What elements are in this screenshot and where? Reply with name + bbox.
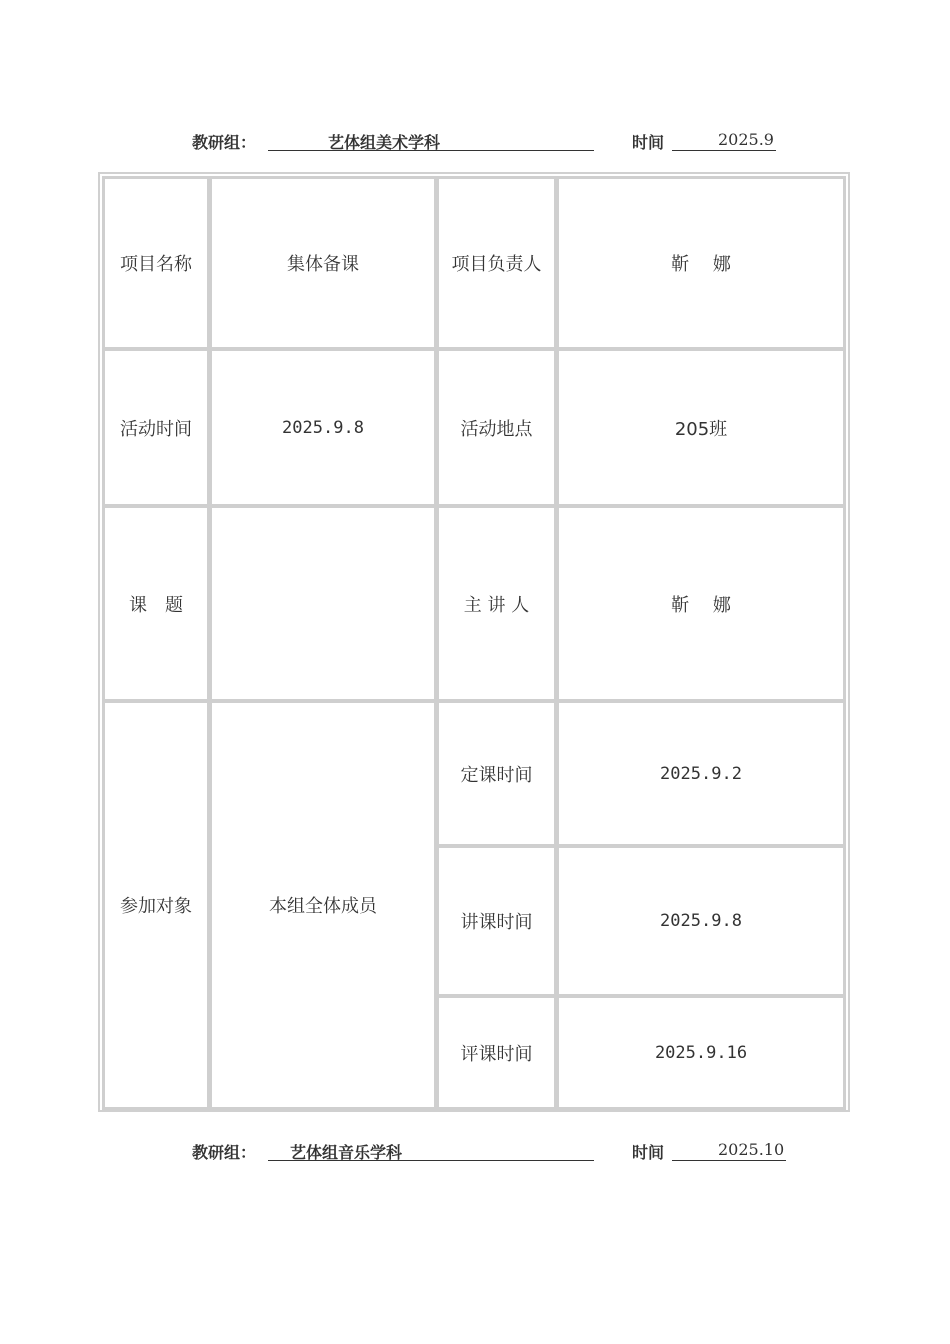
project-name-label: 项目名称: [102, 176, 210, 350]
topic-label: 课 题: [102, 505, 210, 702]
group-value-underline: [268, 126, 594, 151]
lecture-time-label: 讲课时间: [436, 845, 557, 997]
project-name-value: 集体备课: [209, 176, 437, 350]
time-value-underline-bottom: [672, 1136, 786, 1161]
participants-value: 本组全体成员: [209, 700, 437, 1110]
participants-label: 参加对象: [102, 700, 210, 1110]
activity-time-value: 2025.9.8: [209, 348, 437, 507]
set-time-value: 2025.9.2: [556, 700, 846, 847]
review-time-label: 评课时间: [436, 995, 557, 1110]
time-label-bottom: 时间: [632, 1143, 665, 1162]
group-value-bottom: 艺体组音乐学科: [290, 1143, 403, 1162]
review-time-value: 2025.9.16: [556, 995, 846, 1110]
leader-label: 项目负责人: [436, 176, 557, 350]
lecture-time-value: 2025.9.8: [556, 845, 846, 997]
time-label: 时间: [632, 133, 665, 152]
set-time-label: 定课时间: [436, 700, 557, 847]
time-value: 2025.9: [718, 130, 774, 149]
topic-value: [209, 505, 437, 702]
header-top: [0, 126, 950, 156]
location-label: 活动地点: [436, 348, 557, 507]
activity-time-label: 活动时间: [102, 348, 210, 507]
speaker-value: 靳 娜: [556, 505, 846, 702]
time-value-underline: [672, 126, 776, 151]
group-label-bottom: 教研组：: [192, 1143, 257, 1162]
group-value: 艺体组美术学科: [328, 133, 441, 152]
group-value-underline-bottom: [268, 1136, 594, 1161]
leader-value: 靳 娜: [556, 176, 846, 350]
speaker-label: 主 讲 人: [436, 505, 557, 702]
location-value: 205班: [556, 348, 846, 507]
group-label: 教研组：: [192, 133, 257, 152]
time-value-bottom: 2025.10: [718, 1140, 785, 1159]
header-bottom: [0, 1136, 950, 1166]
